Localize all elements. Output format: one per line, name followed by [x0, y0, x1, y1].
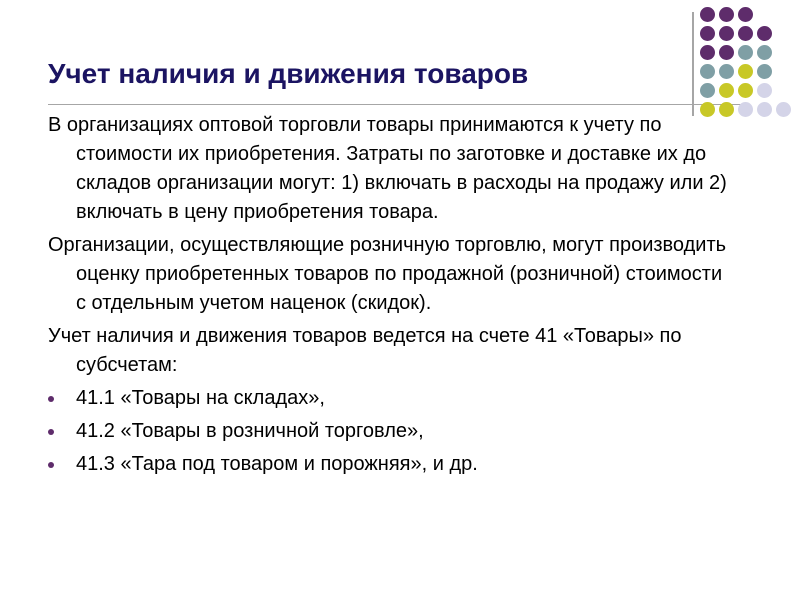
decorative-dot — [719, 26, 734, 41]
decorative-dot — [700, 26, 715, 41]
list-item-text: 41.2 «Товары в розничной торговле», — [76, 420, 424, 442]
slide-title: Учет наличия и движения товаров — [48, 58, 529, 89]
decorative-dot — [738, 64, 753, 79]
list-item-text: 41.1 «Товары на складах», — [76, 387, 325, 409]
subaccount-list — [48, 384, 728, 479]
decorative-dot — [757, 64, 772, 79]
bullet-dot-icon — [48, 462, 54, 468]
decorative-dot — [700, 64, 715, 79]
list-item — [48, 417, 728, 446]
list-item — [48, 384, 728, 413]
decorative-dot — [719, 64, 734, 79]
decorative-dot — [738, 83, 753, 98]
list-item-text: 41.3 «Тара под товаром и порожняя», и др. — [76, 453, 478, 475]
paragraph-wholesale: В организациях оптовой торговли товары принимаются к учету по стоимости их приобретения. Затраты по заготовке и доставке их до складов организации могут: 1) включать в расходы на продажу или 2) включать в цену приобретения товара. — [48, 114, 727, 223]
decorative-dot — [738, 7, 753, 22]
paragraph-retail: Организации, осуществляющие розничную торговлю, могут производить оценку приобретенных товаров по продажной (розничной) стоимости с отдельным учетом наценок (скидок). — [48, 234, 727, 314]
decorative-dot — [719, 7, 734, 22]
slide-body — [48, 111, 728, 483]
decorative-dot — [757, 45, 772, 60]
bullet-dot-icon — [48, 396, 54, 402]
decorative-dot — [757, 26, 772, 41]
list-item — [48, 450, 728, 479]
decorative-dot — [700, 83, 715, 98]
decorative-vertical-rule — [692, 12, 694, 116]
decorative-dot — [738, 45, 753, 60]
decorative-dot — [719, 83, 734, 98]
paragraph-account-41: Учет наличия и движения товаров ведется на счете 41 «Товары» по субсчетам: — [48, 325, 682, 376]
decorative-dot — [700, 45, 715, 60]
decorative-horizontal-rule — [48, 104, 744, 105]
decorative-dot — [719, 45, 734, 60]
decorative-dot — [738, 102, 753, 117]
decorative-dot — [738, 26, 753, 41]
decorative-dot — [700, 7, 715, 22]
bullet-dot-icon — [48, 429, 54, 435]
decorative-dot — [757, 102, 772, 117]
decorative-dot — [757, 83, 772, 98]
decorative-dot — [776, 102, 791, 117]
